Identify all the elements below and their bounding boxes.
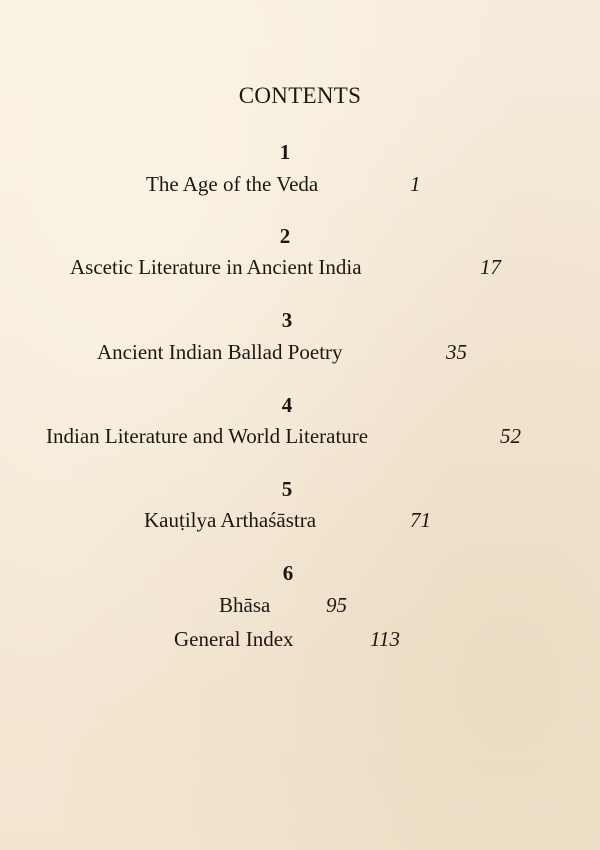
page-number: 95: [326, 593, 347, 617]
index-title: General Index: [174, 627, 294, 651]
page-number: 52: [500, 424, 521, 448]
chapter-title: Ancient Indian Ballad Poetry: [97, 340, 343, 364]
chapter-title: Indian Literature and World Literature: [46, 424, 369, 448]
page-number: 17: [480, 255, 501, 279]
chapter-title: Bhāsa: [219, 593, 271, 617]
page-number: 35: [446, 340, 467, 364]
page-number: 1: [410, 172, 421, 196]
chapter-title: The Age of the Veda: [146, 172, 319, 196]
chapter-title: Kauṭilya Arthaśāstra: [144, 508, 317, 532]
contents-heading: CONTENTS: [238, 83, 362, 108]
page-number: 113: [370, 627, 400, 651]
contents-page: CONTENTS 1 The Age of the Veda 1 2 Ascetic Literature in Ancient India 17 3 Ancient Indian Ballad Poetry 35 4 Indian Literature and World Literature 52 5 Kauṭilya Arthaśāstra 71 6 Bhāsa 95 General Index 113: [0, 0, 600, 850]
page-number: 71: [410, 508, 431, 532]
chapter-title: Ascetic Literature in Ancient India: [70, 255, 362, 279]
